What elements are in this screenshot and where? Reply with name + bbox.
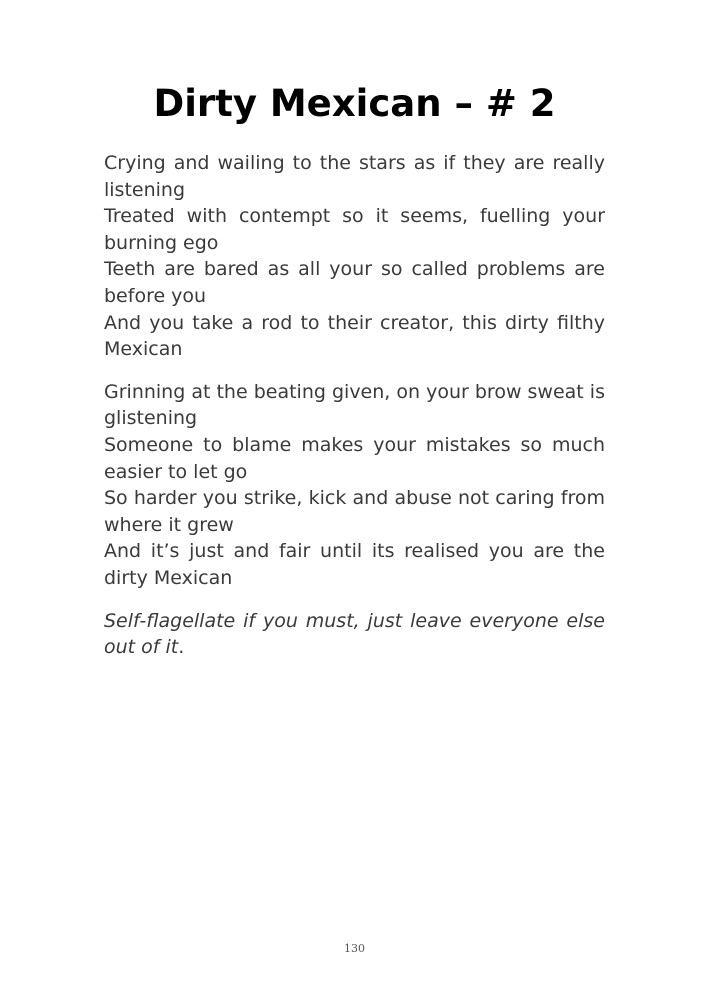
closing-line-text: Self-flagellate if you must, just leave everyone else out of it bbox=[104, 609, 605, 659]
poem-line: Grinning at the beating given, on your brow sweat is glistening bbox=[104, 380, 605, 430]
closing-line bbox=[104, 608, 605, 661]
poem-line: Someone to blame makes your mistakes so much easier to let go bbox=[104, 433, 605, 483]
stanza-1 bbox=[104, 150, 605, 363]
closing-line-period: . bbox=[178, 636, 185, 659]
poem-title: Dirty Mexican – # 2 bbox=[153, 82, 556, 125]
poem-line: Treated with contempt so it seems, fuelling your burning ego bbox=[104, 205, 605, 254]
poem-line: And it’s just and fair until its realised you are the dirty Mexican bbox=[104, 540, 605, 589]
poem-line: So harder you strike, kick and abuse not caring from where it grew bbox=[104, 487, 605, 536]
page-number: 130 bbox=[344, 942, 365, 955]
poem-body bbox=[104, 150, 605, 661]
poem-line: Teeth are bared as all your so called problems are before you bbox=[104, 258, 605, 307]
poem-line: Crying and wailing to the stars as if they are really listening bbox=[104, 152, 605, 201]
poem-line: And you take a rod to their creator, this dirty filthy Mexican bbox=[104, 311, 605, 361]
stanza-2 bbox=[104, 379, 605, 592]
